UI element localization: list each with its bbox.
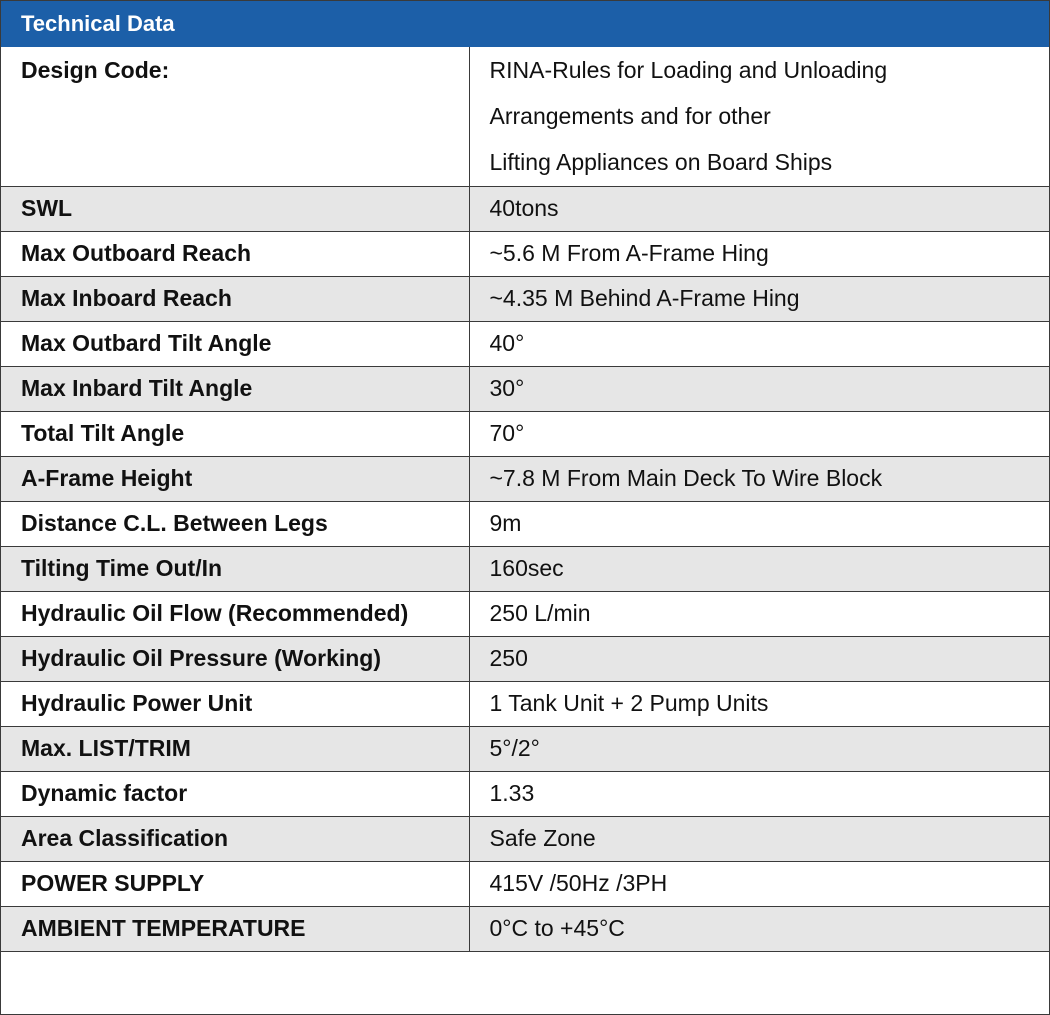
row-label: Hydraulic Power Unit — [1, 681, 469, 726]
row-label: Hydraulic Oil Flow (Recommended) — [1, 591, 469, 636]
row-value: 160sec — [469, 546, 1049, 591]
table-row — [1, 321, 1049, 366]
table-row — [1, 456, 1049, 501]
row-label: Max Outboard Reach — [1, 231, 469, 276]
row-value: Safe Zone — [469, 816, 1049, 861]
row-value: 9m — [469, 501, 1049, 546]
row-label: Dynamic factor — [1, 771, 469, 816]
technical-data-table — [1, 47, 1049, 952]
table-row — [1, 231, 1049, 276]
row-label: Distance C.L. Between Legs — [1, 501, 469, 546]
row-value: ~4.35 M Behind A-Frame Hing — [469, 276, 1049, 321]
row-label: Max Inboard Reach — [1, 276, 469, 321]
table-row — [1, 906, 1049, 951]
design-code-line: Lifting Appliances on Board Ships — [489, 149, 833, 175]
row-label: SWL — [1, 186, 469, 231]
row-value: 40tons — [469, 186, 1049, 231]
row-label: A-Frame Height — [1, 456, 469, 501]
row-label: Max Outbard Tilt Angle — [1, 321, 469, 366]
row-value — [469, 47, 1049, 186]
table-row — [1, 636, 1049, 681]
row-label: POWER SUPPLY — [1, 861, 469, 906]
row-value: 40° — [469, 321, 1049, 366]
table-row — [1, 771, 1049, 816]
row-value: ~7.8 M From Main Deck To Wire Block — [469, 456, 1049, 501]
table-row — [1, 591, 1049, 636]
table-title: Technical Data — [21, 11, 175, 36]
row-value: 5°/2° — [469, 726, 1049, 771]
row-label: Hydraulic Oil Pressure (Working) — [1, 636, 469, 681]
table-row — [1, 276, 1049, 321]
design-code-line: Arrangements and for other — [489, 103, 771, 129]
row-label: Total Tilt Angle — [1, 411, 469, 456]
row-value: 1 Tank Unit + 2 Pump Units — [469, 681, 1049, 726]
row-value: ~5.6 M From A-Frame Hing — [469, 231, 1049, 276]
table-header — [1, 1, 1049, 47]
row-label: Max. LIST/TRIM — [1, 726, 469, 771]
row-value: 415V /50Hz /3PH — [469, 861, 1049, 906]
table-row — [1, 186, 1049, 231]
table-row — [1, 816, 1049, 861]
table-row — [1, 411, 1049, 456]
row-value: 0°C to +45°C — [469, 906, 1049, 951]
table-row — [1, 681, 1049, 726]
table-row — [1, 501, 1049, 546]
table-row — [1, 546, 1049, 591]
row-value: 250 L/min — [469, 591, 1049, 636]
row-label: Design Code: — [1, 47, 469, 186]
table-row — [1, 726, 1049, 771]
technical-data-body — [1, 47, 1049, 951]
row-label: Area Classification — [1, 816, 469, 861]
row-value: 70° — [469, 411, 1049, 456]
row-value: 1.33 — [469, 771, 1049, 816]
row-label: Max Inbard Tilt Angle — [1, 366, 469, 411]
table-row — [1, 861, 1049, 906]
row-value: 30° — [469, 366, 1049, 411]
design-code-line: RINA-Rules for Loading and Unloading — [489, 57, 888, 83]
table-row-design-code — [1, 47, 1049, 186]
row-label: AMBIENT TEMPERATURE — [1, 906, 469, 951]
row-label: Tilting Time Out/In — [1, 546, 469, 591]
row-value: 250 — [469, 636, 1049, 681]
table-row — [1, 366, 1049, 411]
